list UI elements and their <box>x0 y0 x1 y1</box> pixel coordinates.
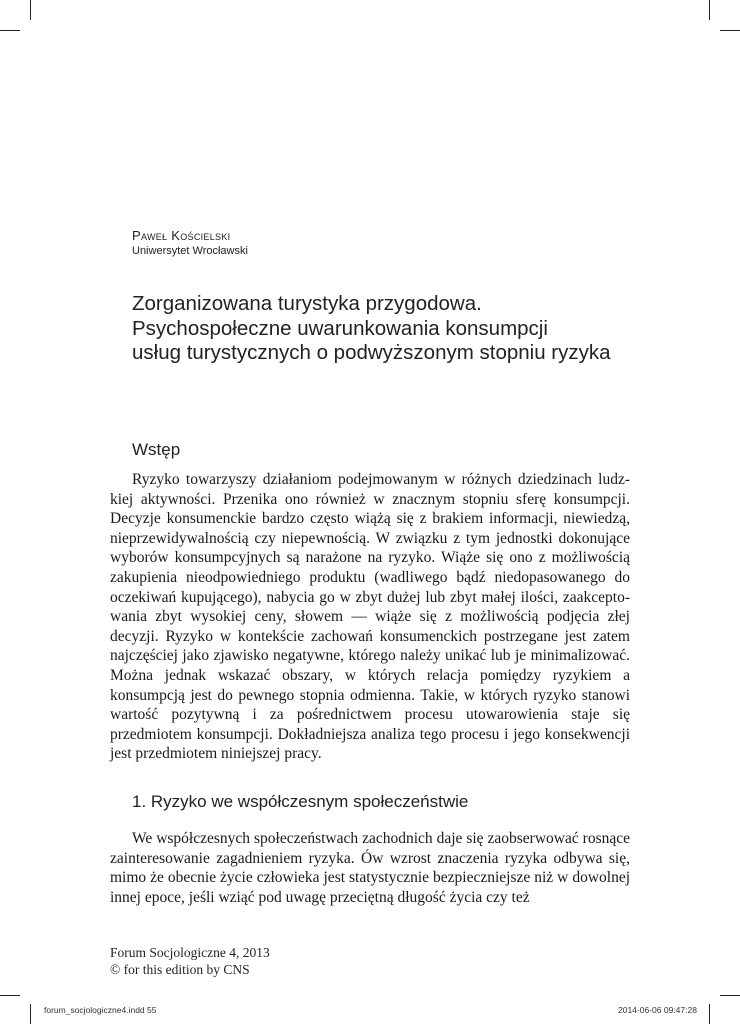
section-heading-1: 1. Ryzyko we współczesnym społeczeństwie <box>132 792 469 811</box>
crop-mark-bottom-left-horizontal <box>0 995 20 996</box>
title-line-3: usług turystycznych o podwyższonym stopniu ryzyka <box>132 341 611 364</box>
article-title <box>132 292 652 366</box>
author-affiliation: Uniwersytet Wrocławski <box>132 245 248 257</box>
crop-mark-top-right-horizontal <box>720 30 740 31</box>
title-line-2: Psychospołeczne uwarunkowania konsumpcji <box>132 316 548 340</box>
crop-mark-bottom-right-vertical <box>709 1004 710 1024</box>
author-block <box>132 228 248 257</box>
intro-paragraph-text: Ryzyko towarzyszy działaniom podejmowanym w różnych dziedzinach ludzkiej aktywności. Przenika ono również w znacznym stopniu sferę konsumpcji. Decyzje konsumenckie bardzo często wiążą się z brakiem informacji, niewiedzą, nieprzewidywalnością czy niepewnością. W związku z tym jednostki dokonujące wyborów konsumpcyjnych są narażone na ryzyko. Wiąże się ono z możliwością zakupienia nieodpowiedniego produktu (wadliwego bądź niedopasowanego do oczekiwań kupującego), nabycia go w zbyt dużej lub zbyt małej ilości, zaakceptowania zbyt wysokiej ceny, słowem — wiąże się z możliwością podjęcia złej decyzji. Ryzyko w kontekście zachowań konsumenckich postrzegane jest zatem najczęściej jako zjawisko negatywne, którego należy unikać lub je minimalizować. Można jednak wskazać obszary, w których relacja pomiędzy ryzykiem a konsumpcją jest do pewnego stopnia odmienna. Takie, w których ryzyko stanowi wartość pozytywną i za pośrednictwem procesu utowarowienia staje się przedmiotem konsumpcji. Dokładniejsza analiza tego procesu i jego konsekwencji jest przedmiotem niniejszej pracy. <box>110 471 630 763</box>
slug-filename: forum_socjologiczne4.indd 55 <box>44 1005 157 1015</box>
section-1-paragraph <box>110 829 630 907</box>
title-line-1: Zorganizowana turystyka przygodowa. <box>132 292 482 315</box>
journal-citation: Forum Socjologiczne 4, 2013 <box>110 945 270 960</box>
crop-mark-top-left-horizontal <box>0 30 20 31</box>
crop-mark-top-right-vertical <box>709 0 710 20</box>
crop-mark-top-left-vertical <box>30 0 31 20</box>
crop-mark-bottom-left-vertical <box>30 1004 31 1024</box>
author-name: Paweł Kościelski <box>132 228 231 243</box>
copyright-notice: © for this edition by CNS <box>110 962 250 977</box>
slug-timestamp: 2014-06-06 09:47:28 <box>618 1005 697 1015</box>
section-heading-intro: Wstęp <box>132 440 181 459</box>
section-1-paragraph-text: We współczesnych społeczeństwach zachodnich daje się zaobserwować rosnące zainteresowanie zagadnieniem ryzyka. Ów wzrost znaczenia ryzyka odbywa się, mimo że obecnie życie człowieka jest statystycznie bezpieczniejsze niż w dowolnej innej epoce, jeśli wziąć pod uwagę przeciętną długość życia czy też <box>110 830 630 906</box>
crop-mark-bottom-right-horizontal <box>720 995 740 996</box>
intro-paragraph <box>110 470 630 764</box>
page-footer <box>110 944 270 978</box>
